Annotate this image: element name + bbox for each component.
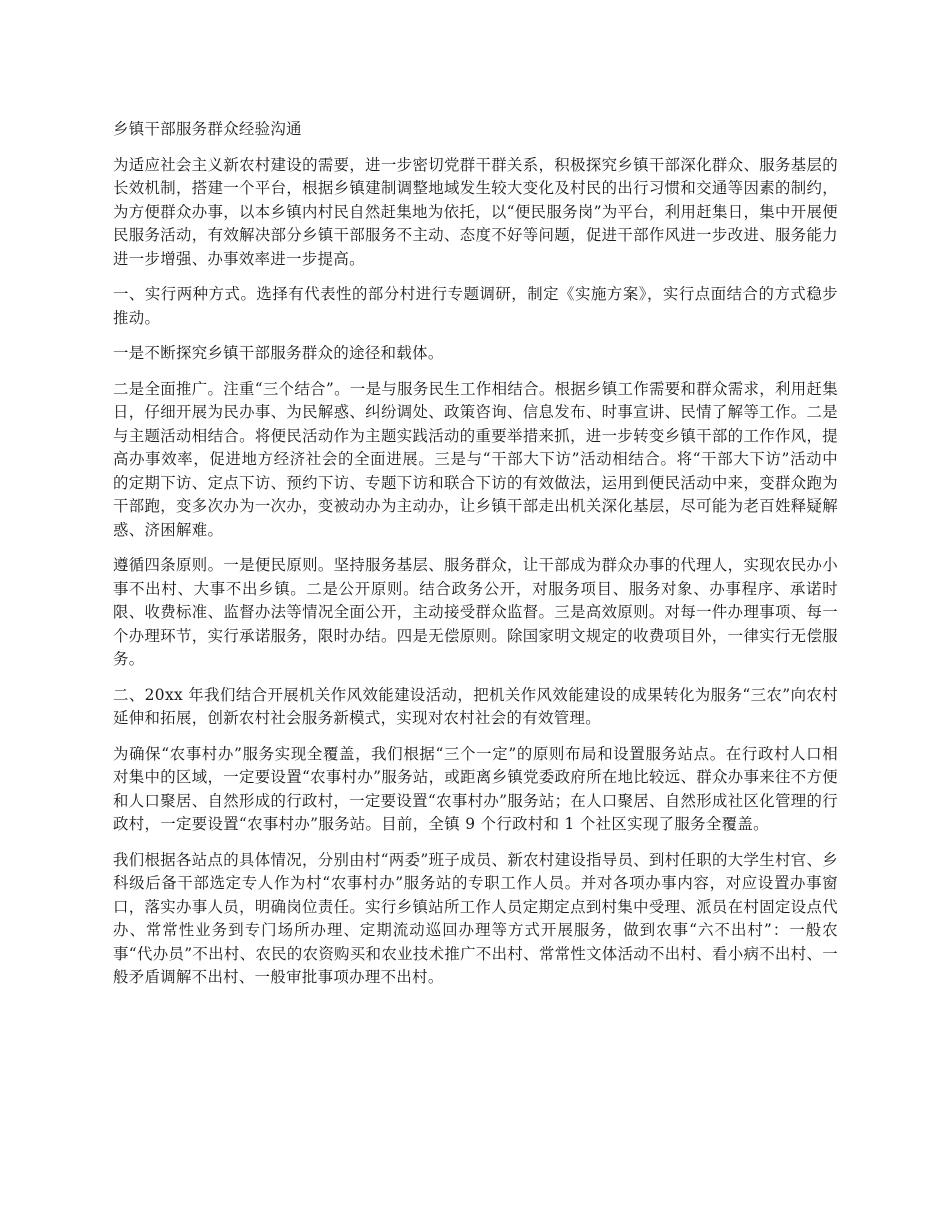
- paragraph-explore: 一是不断探究乡镇干部服务群众的途径和载体。: [113, 344, 444, 362]
- paragraph-full-coverage: 为确保“农事村办”服务实现全覆盖，我们根据“三个一定”的原则布局和设置服务站点。在行政村人口相对集中的区域，一定要设置“农事村办”服务站，或距离乡镇党委政府所在地比较远、群众办事来往不方便和人口聚居、自然形成的行政村，一定要设置“农事村办”服务站；在人口聚居、自然形成社区化管理的行政村，一定要设置“农事村办”服务站。目前，全镇 9 个行政村和 1 个社区实现了服务全覆盖。: [113, 744, 838, 833]
- paragraph-section-two: 二、20xx 年我们结合开展机关作风效能建设活动，把机关作风效能建设的成果转化为服务“三农”向农村延伸和拓展，创新农村社会服务新模式，实现对农村社会的有效管理。: [113, 685, 838, 727]
- paragraph-three-combinations: 二是全面推广。注重“三个结合”。一是与服务民生工作相结合。根据乡镇工作需要和群众需求，利用赶集日，仔细开展为民办事、为民解惑、纠纷调处、政策咨询、信息发布、时事宣讲、民情了解等工作。二是与主题活动相结合。将便民活动作为主题实践活动的重要举措来抓，进一步转变乡镇干部的工作作风，提高办事效率，促进地方经济社会的全面进展。三是与“干部大下访”活动相结合。将“干部大下访”活动中的定期下访、定点下访、预约下访、专题下访和联合下访的有效做法，运用到便民活动中来，变群众跑为干部跑，变多次办为一次办，变被动办为主动办，让乡镇干部走出机关深化基层，尽可能为老百姓释疑解惑、济困解难。: [113, 379, 838, 539]
- paragraph-four-principles: 遵循四条原则。一是便民原则。坚持服务基层、服务群众，让干部成为群众办事的代理人，实现农民办小事不出村、大事不出乡镇。二是公开原则。结合政务公开，对服务项目、服务对象、办事程序、承诺时限、收费标准、监督办法等情况全面公开，主动接受群众监督。三是高效原则。对每一件办理事项、每一个办理环节，实行承诺服务，限时办结。四是无偿原则。除国家明文规定的收费项目外，一律实行无偿服务。: [113, 556, 838, 668]
- paragraph-staffing: 我们根据各站点的具体情况，分别由村“两委”班子成员、新农村建设指导员、到村任职的大学生村官、乡科级后备干部选定专人作为村“农事村办”服务站的专职工作人员。并对各项办事内容，对应设置办事窗口，落实办事人员，明确岗位责任。实行乡镇站所工作人员定期定点到村集中受理、派员在村固定设点代办、常常性业务到专门场所办理、定期流动巡回办理等方式开展服务，做到农事“六不出村”：一般农事“代办员”不出村、农民的农资购买和农业技术推广不出村、常常性文体活动不出村、看小病不出村、一般矛盾调解不出村、一般审批事项办理不出村。: [113, 850, 838, 986]
- document-title: 乡镇干部服务群众经验沟通: [113, 120, 302, 138]
- document-page: [113, 118, 838, 1002]
- paragraph-section-one: 一、实行两种方式。选择有代表性的部分村进行专题调研，制定《实施方案》，实行点面结合的方式稳步推动。: [113, 285, 838, 327]
- paragraph-intro: 为适应社会主义新农村建设的需要，进一步密切党群干群关系，积极探究乡镇干部深化群众、服务基层的长效机制，搭建一个平台，根据乡镇建制调整地域发生较大变化及村民的出行习惯和交通等因素的制约，为方便群众办事，以本乡镇内村民自然赶集地为依托，以“便民服务岗”为平台，利用赶集日，集中开展便民服务活动，有效解决部分乡镇干部服务不主动、态度不好等问题，促进干部作风进一步改进、服务能力进一步增强、办事效率进一步提高。: [113, 155, 838, 268]
